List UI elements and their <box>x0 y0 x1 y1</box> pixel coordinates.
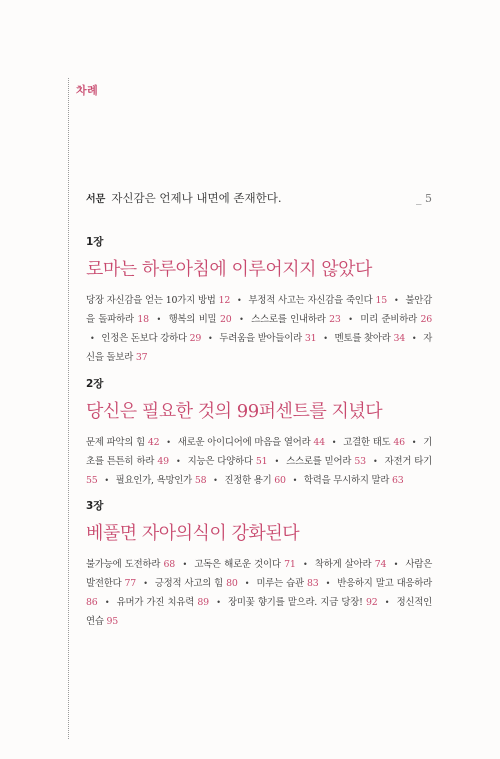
chapter-number: 3장 <box>86 500 104 512</box>
toc-entry-title: 장미꽃 향기를 맡으라. 지금 당장! <box>228 597 366 608</box>
chapter-title[interactable]: 베풀면 자아의식이 강화된다 <box>86 523 300 544</box>
toc-entry-title: 고독은 해로운 것이다 <box>194 559 285 570</box>
chapter-entries <box>86 433 432 490</box>
toc-entry-title: 문제 파악의 힘 <box>86 437 148 448</box>
toc-entry-page: 15 <box>375 295 387 306</box>
bullet-separator: • <box>237 296 242 305</box>
chapter-2 <box>86 376 432 490</box>
bullet-separator: • <box>348 315 353 324</box>
bullet-separator: • <box>104 476 109 485</box>
toc-entry-title: 고결한 태도 <box>343 437 394 448</box>
toc-entry-page: 34 <box>393 333 405 344</box>
toc-entry[interactable] <box>315 559 386 570</box>
bullet-separator: • <box>384 598 390 607</box>
toc-entry-page: 29 <box>189 333 202 344</box>
bullet-separator: • <box>239 315 244 324</box>
toc-entry-page: 77 <box>124 578 137 589</box>
bullet-separator: • <box>393 560 399 569</box>
chapter-1 <box>86 234 432 367</box>
toc-entry-page: 86 <box>86 597 98 608</box>
toc-entry[interactable] <box>228 597 377 608</box>
toc-entry-title: 긍정적 사고의 힘 <box>154 578 227 589</box>
toc-entry[interactable] <box>335 333 405 344</box>
toc-entry[interactable] <box>188 456 268 467</box>
toc-entry-title: 행복의 비밀 <box>168 314 220 325</box>
toc-entry-page: 80 <box>226 578 238 589</box>
toc-entry[interactable] <box>101 333 201 344</box>
toc-entry[interactable] <box>169 314 232 325</box>
toc-entry-title: 스스로를 믿어라 <box>286 456 355 467</box>
toc-entry-page: 71 <box>284 559 296 570</box>
toc-entry-page: 37 <box>135 352 148 363</box>
toc-entry[interactable] <box>224 475 285 486</box>
bullet-separator: • <box>244 579 250 588</box>
toc-entry-title: 기초를 튼튼히 하라 <box>86 437 433 467</box>
toc-entry-title: 인정은 돈보다 강하다 <box>101 333 190 344</box>
toc-entry[interactable] <box>251 314 340 325</box>
toc-entry-title: 불가능에 도전하라 <box>86 559 164 570</box>
toc-entry-page: 31 <box>304 333 317 344</box>
toc-entry-page: 58 <box>194 475 207 486</box>
bullet-separator: • <box>216 598 221 607</box>
chapter-entries <box>86 555 432 631</box>
bullet-separator: • <box>166 438 171 447</box>
bullet-separator: • <box>274 457 279 466</box>
bullet-separator: • <box>325 579 331 588</box>
toc-entry-title: 미루는 습관 <box>256 578 307 589</box>
bullet-separator: • <box>331 438 337 447</box>
toc-entry[interactable] <box>117 597 209 608</box>
toc-entry[interactable] <box>256 578 318 589</box>
bullet-separator: • <box>372 457 378 466</box>
toc-entry-page: 83 <box>306 578 319 589</box>
toc-entry-page: 95 <box>106 616 119 627</box>
toc-entry-page: 53 <box>354 456 366 467</box>
bullet-separator: • <box>292 476 298 485</box>
toc-entry[interactable] <box>219 333 316 344</box>
toc-entry-title: 멘토를 찾아라 <box>334 333 394 344</box>
toc-entry[interactable] <box>86 559 175 570</box>
bullet-separator: • <box>393 296 399 305</box>
toc-entry-page: 63 <box>391 475 404 486</box>
toc-entry-title: 두려움을 받아들이라 <box>219 333 305 344</box>
preface-entry[interactable] <box>86 190 432 206</box>
toc-entry-page: 51 <box>255 456 268 467</box>
toc-entry-page: 68 <box>163 559 176 570</box>
toc-entry-title: 당장 자신감을 얻는 10가지 방법 <box>86 295 219 306</box>
toc-entry-title: 자전거 타기 <box>384 456 432 467</box>
toc-entry-title: 필요인가, 욕망인가 <box>115 475 195 486</box>
toc-entry[interactable] <box>86 437 159 448</box>
toc-entry-title: 자신을 돌보라 <box>86 333 433 363</box>
toc-entry[interactable] <box>304 475 404 486</box>
page-title: 차례 <box>76 84 99 97</box>
bullet-separator: • <box>175 457 181 466</box>
bullet-separator: • <box>104 598 110 607</box>
chapter-number: 1장 <box>86 236 104 248</box>
toc-entry-page: 23 <box>329 314 341 325</box>
bullet-separator: • <box>90 334 95 343</box>
toc-entry-title: 부정적 사고는 자신감을 죽인다 <box>248 295 376 306</box>
toc-entry-page: 49 <box>157 456 169 467</box>
toc-entry-page: 92 <box>365 597 378 608</box>
toc-entry-title: 미리 준비하라 <box>360 314 421 325</box>
toc-entry-title: 학력을 무시하지 말라 <box>303 475 392 486</box>
chapter-3 <box>86 498 432 631</box>
toc-entry-page: 42 <box>147 437 160 448</box>
preface-page-number: _ 5 <box>416 192 432 205</box>
toc-entry-page: 18 <box>137 314 149 325</box>
toc-entry-page: 74 <box>374 559 387 570</box>
chapter-entries <box>86 291 432 367</box>
toc-entry-page: 44 <box>313 437 325 448</box>
toc-entry[interactable] <box>86 295 230 306</box>
bullet-separator: • <box>182 560 187 569</box>
bullet-separator: • <box>411 334 417 343</box>
bullet-separator: • <box>156 315 162 324</box>
toc-entry-page: 55 <box>86 475 98 486</box>
chapter-title[interactable]: 당신은 필요한 것의 99퍼센트를 지녔다 <box>86 401 383 422</box>
margin-dotted-rule <box>68 78 69 739</box>
bullet-separator: • <box>302 560 308 569</box>
toc-entry-title: 반응하지 말고 대응하라 <box>337 578 432 589</box>
chapter-title[interactable]: 로마는 하루아침에 이루어지지 않았다 <box>86 259 372 280</box>
toc-entry-title: 착하게 살아라 <box>314 559 375 570</box>
toc-entry-title: 불안감을 돌파하라 <box>86 295 433 325</box>
bullet-separator: • <box>323 334 328 343</box>
toc-entry-page: 60 <box>274 475 286 486</box>
preface-tag: 서문 <box>86 194 106 205</box>
toc-entry[interactable] <box>116 475 207 486</box>
bullet-separator: • <box>208 334 213 343</box>
toc-entry-page: 89 <box>197 597 209 608</box>
toc-entry-page: 12 <box>218 295 231 306</box>
toc-entry-page: 20 <box>219 314 232 325</box>
toc-entry-title: 유머가 가진 치유력 <box>116 597 198 608</box>
toc-entry[interactable] <box>343 437 405 448</box>
bullet-separator: • <box>213 476 218 485</box>
toc-entry[interactable] <box>286 456 366 467</box>
toc-entry-title: 진정한 용기 <box>224 475 275 486</box>
toc-entry-title: 스스로를 인내하라 <box>251 314 330 325</box>
toc-entry[interactable] <box>249 295 387 306</box>
toc-entry[interactable] <box>194 559 295 570</box>
preface-title: 자신감은 언제나 내면에 존재한다. <box>111 191 282 205</box>
toc-entry[interactable] <box>155 578 238 589</box>
toc-entry-title: 사람은 발전한다 <box>86 559 433 589</box>
toc-entry-title: 새로운 아이디어에 마음을 열어라 <box>177 437 314 448</box>
bullet-separator: • <box>143 579 148 588</box>
bullet-separator: • <box>411 438 417 447</box>
toc-entry-title: 지능은 다양하다 <box>187 456 256 467</box>
toc-entry-page: 26 <box>420 314 433 325</box>
toc-entry[interactable] <box>178 437 325 448</box>
chapter-number: 2장 <box>86 378 104 390</box>
toc-entry-page: 46 <box>393 437 405 448</box>
toc-entry-title: 정신적인 연습 <box>86 597 433 627</box>
toc-entry[interactable] <box>360 314 432 325</box>
